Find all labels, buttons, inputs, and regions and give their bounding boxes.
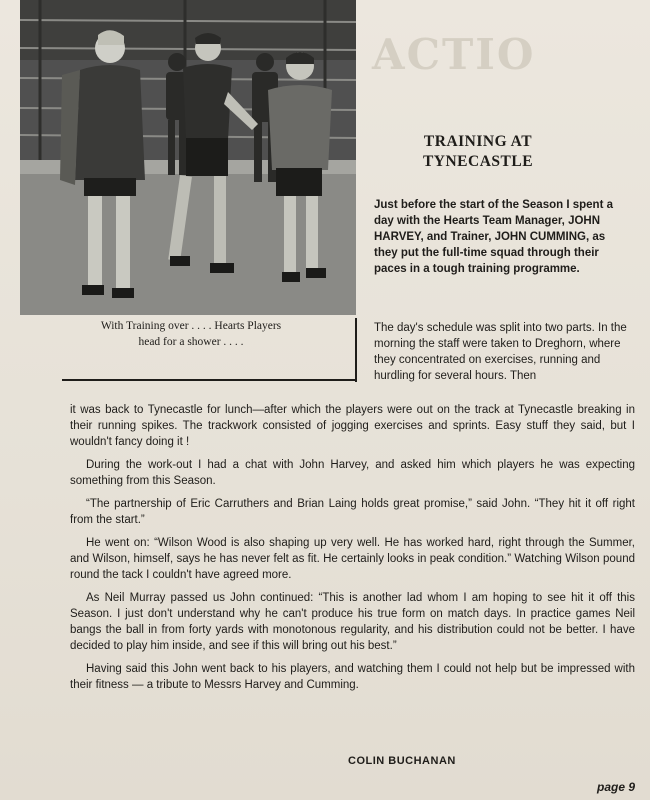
author-byline: COLIN BUCHANAN — [348, 755, 456, 767]
training-photo — [20, 0, 356, 315]
caption-line-2: head for a shower . . . . — [138, 336, 244, 348]
paragraph-2: During the work-out I had a chat with John Harvey, and asked him which players he was expecting something from this Season. — [70, 459, 635, 487]
paragraph-5: As Neil Murray passed us John continued: “This is another lad whom I am hoping to see hit it off this Season. I just don't understand why he can't produce his true form on match days. In practice games Neil bangs the ball in from forty yards with monotonous regularity, and his distribution could not be better. I have decided to play him inside, and see if this will bring out his best.” — [70, 592, 635, 652]
paragraph-1-top: The day's schedule was split into two parts. In the morning the staff were taken to Dreghorn, where they concentrated on exercises, running and hurdling for several hours. Then — [374, 322, 627, 382]
title-line-1: TRAINING AT — [423, 133, 533, 150]
title-line-2: TYNECASTLE — [422, 153, 534, 170]
article-title — [372, 132, 584, 172]
article-body — [70, 402, 635, 700]
paragraph-1-rest: it was back to Tynecastle for lunch—after which the players were out on the track at Tynecastle breaking in their running spikes. The trackwork consisted of jogging exercises and sprints. Easy stuff they said, but I wouldn't fancy doing it ! — [70, 404, 635, 448]
paragraph-4: He went on: “Wilson Wood is also shaping up very well. He has worked hard, right through the Summer, and Wilson, himself, says he has never felt as fit. He certainly looks in peak condition.” Watching Wilson pound round the tack I couldn't have agreed more. — [70, 537, 635, 581]
paragraph-3: “The partnership of Eric Carruthers and Brian Laing holds great promise,” said John. “They hit it off right from the start.” — [70, 498, 635, 526]
caption-bracket-vertical — [355, 318, 357, 382]
photo-caption — [66, 318, 316, 350]
caption-bracket-horizontal — [62, 379, 357, 381]
paragraph-6: Having said this John went back to his players, and watching them I could not help but be impressed with their fitness — a tribute to Messrs Harvey and Cumming. — [70, 663, 635, 691]
article-intro: Just before the start of the Season I spent a day with the Hearts Team Manager, JOHN HARVEY, and Trainer, JOHN CUMMING, as they put the full-time squad through their paces in a tough training programme. — [374, 199, 613, 275]
caption-line-1: With Training over . . . . Hearts Players — [100, 320, 282, 332]
players-photo-illustration — [20, 0, 356, 315]
faint-background-heading: ACTIO — [372, 30, 536, 79]
page-number: page 9 — [597, 780, 636, 794]
